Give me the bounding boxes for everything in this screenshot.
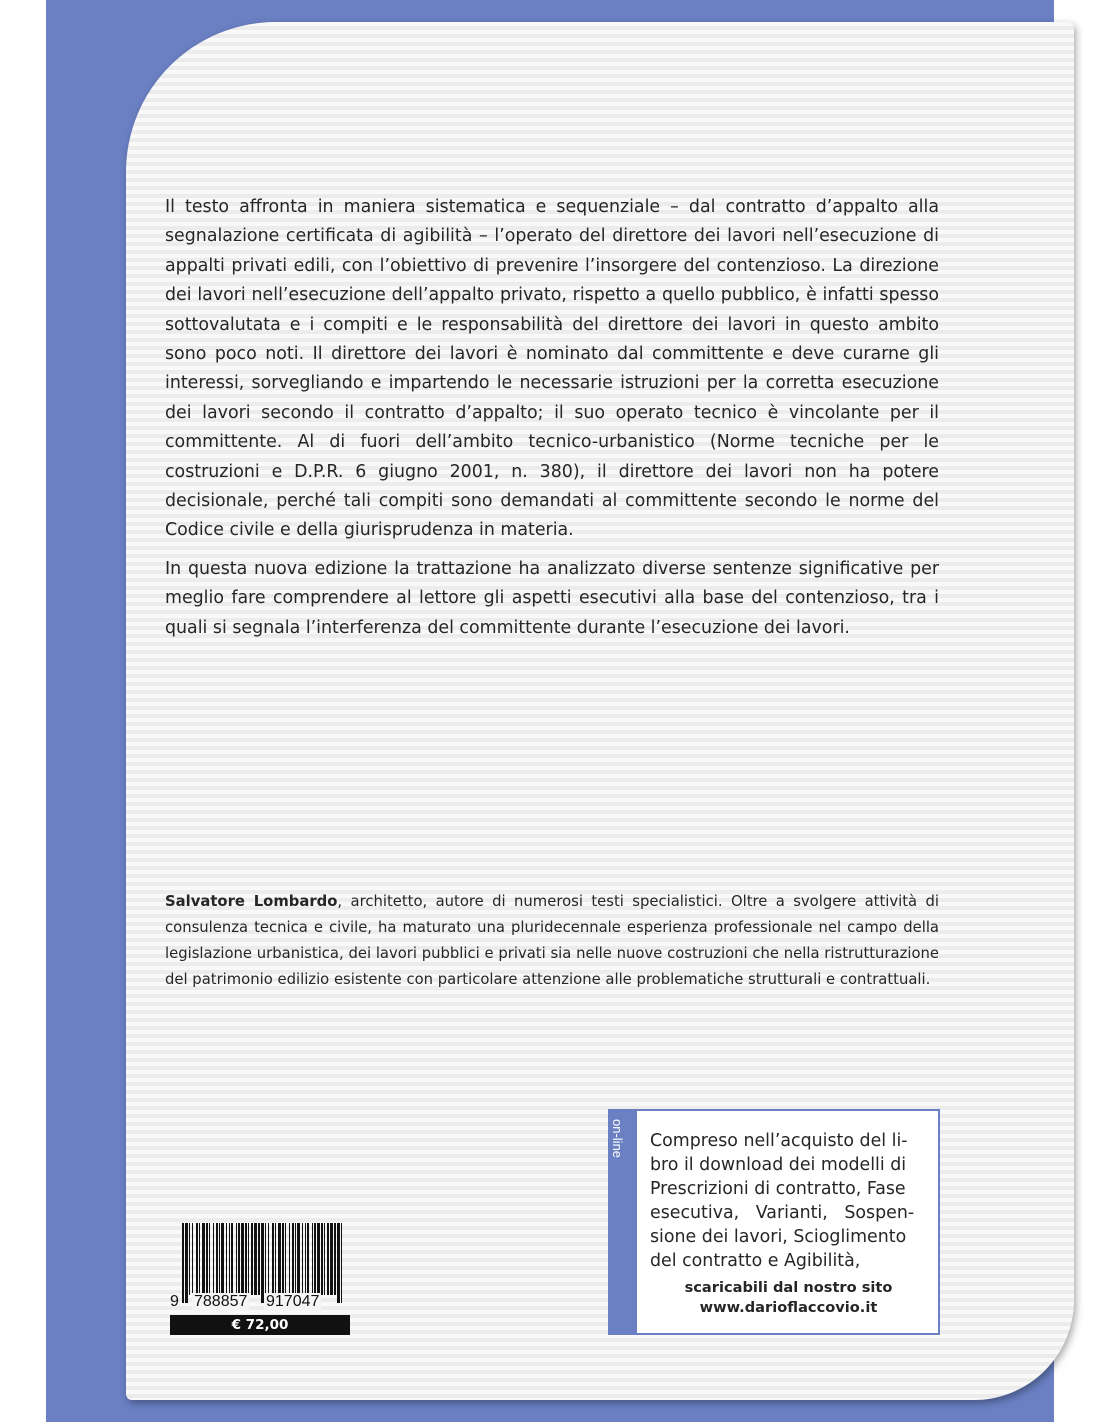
barcode-bar [305, 1223, 306, 1295]
barcode-bar [261, 1223, 264, 1303]
barcode-bar [307, 1223, 309, 1295]
online-text-line: Compreso nell’acquisto del li- [650, 1131, 908, 1151]
barcode-bar [196, 1223, 198, 1295]
barcode-bar [216, 1223, 218, 1295]
download-text: scaricabili dal nostro sito [684, 1279, 893, 1296]
author-bio [165, 889, 939, 993]
barcode-bar [248, 1223, 249, 1295]
barcode-bar [317, 1223, 320, 1295]
barcode-bar [254, 1223, 257, 1295]
barcode-bar [229, 1223, 230, 1295]
barcode-bar [285, 1223, 286, 1295]
barcode-bar [327, 1223, 329, 1295]
barcode-bar [334, 1223, 336, 1295]
barcode-bar [275, 1223, 276, 1295]
barcode-bar [185, 1223, 188, 1303]
barcode-bar [245, 1223, 247, 1295]
barcode-bar [221, 1223, 224, 1295]
barcode-bar [209, 1223, 210, 1295]
barcode-bar [297, 1223, 300, 1295]
online-text-line: del contratto e Agibilità, [650, 1251, 861, 1271]
barcode-bar [312, 1223, 313, 1295]
barcode-bar [265, 1223, 266, 1303]
barcode-bar [268, 1223, 269, 1295]
price-label: € 72,00 [170, 1315, 350, 1335]
barcode-bar [236, 1223, 237, 1295]
barcode-bar [251, 1223, 253, 1295]
barcode-bar [189, 1223, 190, 1295]
barcode-digits-left: 788857 [194, 1293, 248, 1310]
barcode-bar [202, 1223, 205, 1295]
description-paragraph-1: Il testo affronta in maniera sistematica e sequenziale – dal contratto d’appalto alla segnalazione certificata di agibilità – l’operato del direttore dei lavori nell’esecuzione di appalti privati edili, con l’obiettivo di prevenire l’insorgere del contenzioso. La direzione dei lavori nell’esecuzione dell’appalto privato, rispetto a quello pubblico, è infatti spesso sottovalutata e i compiti e le responsabilità del direttore dei lavori in questo ambito sono poco noti. Il direttore dei lavori è nominato dal committente e deve curarne gli interessi, sorvegliando e impartendo le necessarie istruzioni per la corretta esecuzione dei lavori secondo il contratto d’appalto; il suo operato tecnico è vincolante per il committente. Al di fuori dell’ambito tecnico-urbanistico (Norme tecniche per le costruzioni e D.P.R. 6 giugno 2001, n. 380), il direttore dei lavori non ha potere decisionale, perché tali compiti sono demandati al committente secondo le norme del Codice civile e della giurisprudenza in materia. [165, 197, 939, 541]
online-text-line: sione dei lavori, Scioglimento [650, 1227, 907, 1247]
website-url: www.darioflaccovio.it [699, 1299, 878, 1316]
description-paragraph-2: In questa nuova edizione la trattazione ha analizzato diverse sentenze significative per meglio fare comprendere al lettore gli aspetti esecutivi alla base del contenzioso, tra i quali si segnala l’interferenza del committente durante l’esecuzione dei lavori. [165, 558, 939, 638]
online-text-line: esecutiva, Varianti, Sospen- [650, 1203, 915, 1223]
barcode-bar [278, 1223, 281, 1295]
online-resources-box [608, 1109, 940, 1335]
barcode-bar [258, 1223, 260, 1295]
online-text-line: Prescrizioni di contratto, Fase [650, 1179, 906, 1199]
book-description [165, 193, 939, 652]
barcode-digits-right: 917047 [266, 1293, 320, 1310]
barcode-bar [337, 1223, 340, 1303]
barcode-bar [226, 1223, 227, 1295]
author-name: Salvatore Lombardo [165, 893, 338, 910]
online-text-line: bro il download dei modelli di [650, 1155, 907, 1175]
barcode-bar [206, 1223, 208, 1295]
barcode-bar [314, 1223, 316, 1295]
barcode-bar [241, 1223, 244, 1295]
barcode-bar [302, 1223, 303, 1295]
barcode-bar [231, 1223, 233, 1295]
online-resources-text [650, 1129, 931, 1273]
barcode-bar [341, 1223, 342, 1303]
download-info [637, 1278, 940, 1318]
barcode-bar [213, 1223, 214, 1295]
barcode-bar [289, 1223, 290, 1295]
barcode-digit-first: 9 [170, 1293, 179, 1310]
barcode-bar [192, 1223, 193, 1295]
barcode-bar [282, 1223, 284, 1295]
barcode-bars [182, 1223, 344, 1303]
barcode-bar [295, 1223, 296, 1295]
isbn-barcode [170, 1223, 350, 1335]
barcode-bar [330, 1223, 333, 1295]
barcode-bar [324, 1223, 325, 1295]
barcode-bar [199, 1223, 200, 1295]
barcode-bar [272, 1223, 274, 1295]
barcode-bar [292, 1223, 294, 1295]
online-tab [610, 1111, 637, 1333]
author-bio-text: , architetto, autore di numerosi testi specialistici. Oltre a svolgere attività di consulenza tecnica e civile, ha maturato una pluridecennale esperienza professionale nel campo della legislazione urbanistica, dei lavori pubblici e privati sia nelle nuove costruzioni che nella ristrutturazione del patrimonio edilizio esistente con particolare attenzione alle problematiche strutturali e contrattuali. [165, 893, 939, 988]
barcode-bar [238, 1223, 240, 1295]
barcode-bar [219, 1223, 220, 1295]
online-tab-label: on-line [610, 1119, 625, 1159]
barcode-bar [321, 1223, 323, 1295]
barcode-bar [182, 1223, 184, 1303]
